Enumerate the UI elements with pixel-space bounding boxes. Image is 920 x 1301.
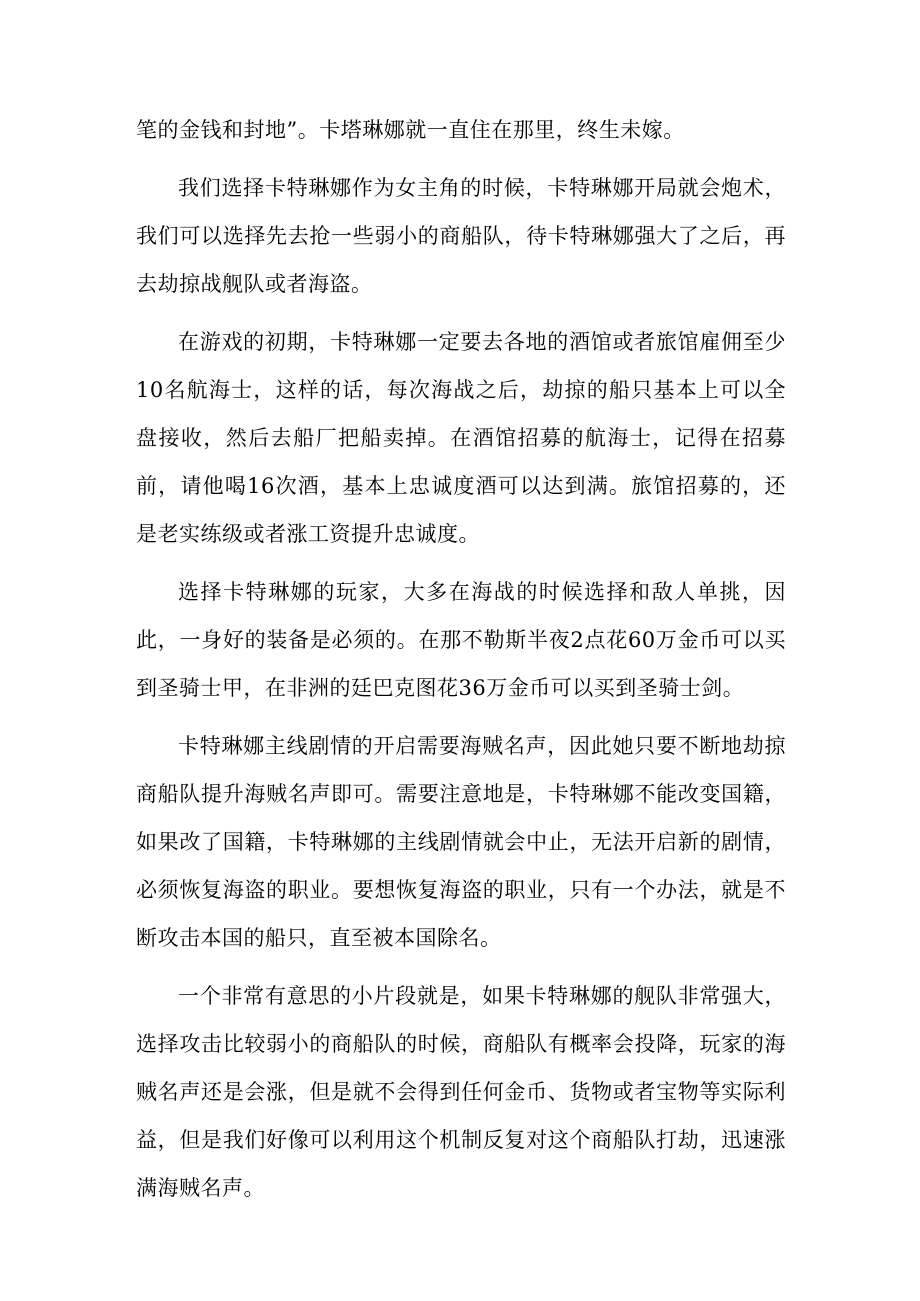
paragraph-6: 一个非常有意思的小片段就是，如果卡特琳娜的舰队非常强大，选择攻击比较弱小的商船队的时候，商船队有概率会投降，玩家的海贼名声还是会涨，但是就不会得到任何金币、货物或者宝物等实际利益，但是我们好像可以利用这个机制反复对这个商船队打劫，迅速涨满海贼名声。 bbox=[136, 984, 786, 1200]
paragraph-3: 在游戏的初期，卡特琳娜一定要去各地的酒馆或者旅馆雇佣至少10名航海士，这样的话，每次海战之后，劫掠的船只基本上可以全盘接收，然后去船厂把船卖掉。在酒馆招募的航海士，记得在招募前，请他喝16次酒，基本上忠诚度酒可以达到满。旅馆招募的，还是老实练级或者涨工资提升忠诚度。 bbox=[136, 330, 786, 546]
document-body bbox=[136, 106, 786, 1212]
paragraph-2: 我们选择卡特琳娜作为女主角的时候，卡特琳娜开局就会炮术，我们可以选择先去抢一些弱小的商船队，待卡特琳娜强大了之后，再去劫掠战舰队或者海盗。 bbox=[136, 176, 786, 296]
paragraph-5: 卡特琳娜主线剧情的开启需要海贼名声，因此她只要不断地劫掠商船队提升海贼名声即可。需要注意地是，卡特琳娜不能改变国籍，如果改了国籍，卡特琳娜的主线剧情就会中止，无法开启新的剧情，必须恢复海盗的职业。要想恢复海盗的职业，只有一个办法，就是不断攻击本国的船只，直至被本国除名。 bbox=[136, 734, 786, 950]
paragraph-4: 选择卡特琳娜的玩家，大多在海战的时候选择和敌人单挑，因此，一身好的装备是必须的。在那不勒斯半夜2点花60万金币可以买到圣骑士甲，在非洲的廷巴克图花36万金币可以买到圣骑士剑。 bbox=[136, 580, 786, 700]
paragraph-1: 笔的金钱和封地”。卡塔琳娜就一直住在那里，终生未嫁。 bbox=[136, 118, 685, 142]
